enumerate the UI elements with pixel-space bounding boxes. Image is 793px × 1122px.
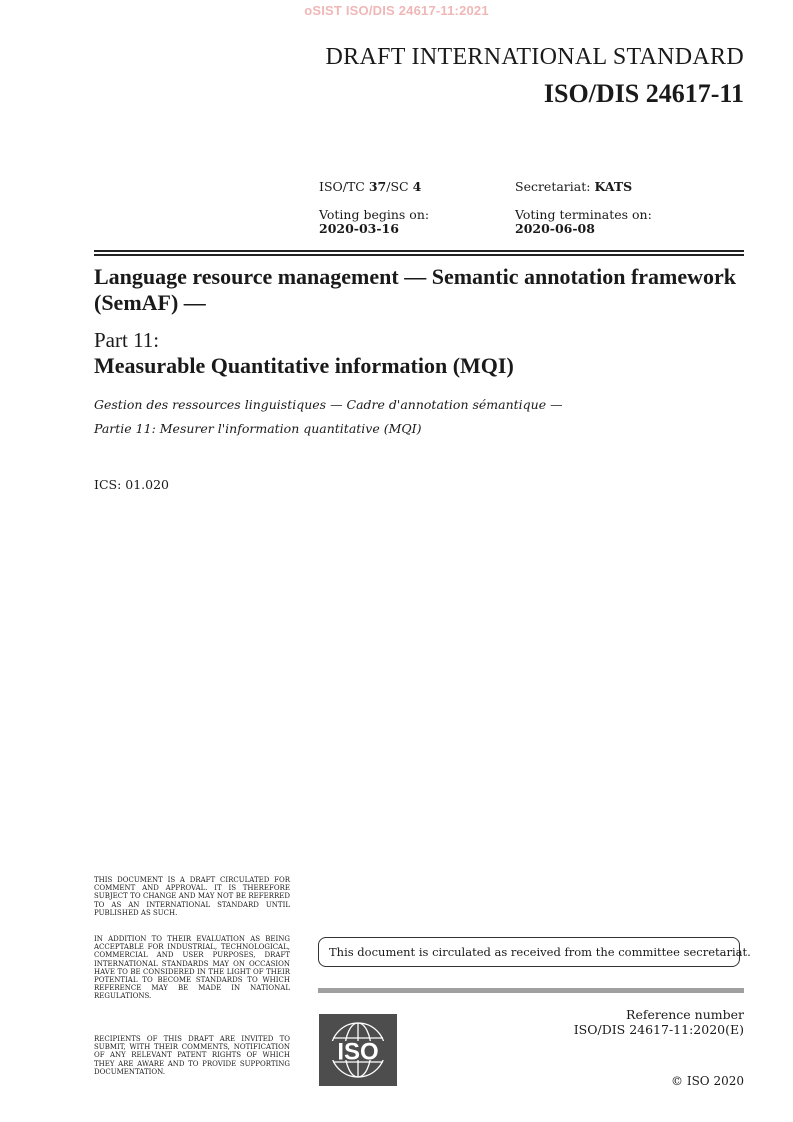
disclaimer-paragraph-1: THIS DOCUMENT IS A DRAFT CIRCULATED FOR COMMENT AND APPROVAL. IT IS THEREFORE SUBJECT TO CHANGE AND MAY NOT BE REFERRED TO AS AN INTERNATIONAL STANDARD UNTIL PUBLISHED AS SUCH. <box>94 876 290 917</box>
committee-prefix: ISO/TC <box>319 179 369 194</box>
part-label: Part 11: <box>94 328 160 352</box>
header-divider <box>94 250 744 256</box>
french-title-line1: Gestion des ressources linguistiques — Cadre d'annotation sémantique — <box>94 397 563 412</box>
sc-number: 4 <box>412 179 422 194</box>
reference-label: Reference number <box>626 1007 744 1022</box>
tc-number: 37 <box>368 179 387 194</box>
circulation-notice: This document is circulated as received from the committee secretariat. <box>318 937 740 967</box>
ics-code: ICS: 01.020 <box>94 477 169 492</box>
main-title: Language resource management — Semantic annotation framework (SemAF) — <box>94 264 737 315</box>
secretariat-value: KATS <box>594 179 633 194</box>
voting-begins-label: Voting begins on: <box>319 207 430 222</box>
sc-prefix: /SC <box>386 179 413 194</box>
document-type-heading: DRAFT INTERNATIONAL STANDARD <box>325 44 744 70</box>
watermark: oSIST ISO/DIS 24617-11:2021 <box>304 3 489 18</box>
reference-number: ISO/DIS 24617-11:2020(E) <box>573 1022 744 1037</box>
iso-logo-text: ISO <box>337 1038 379 1066</box>
secretariat-label: Secretariat: <box>515 179 595 194</box>
french-title-line2: Partie 11: Mesurer l'information quantitative (MQI) <box>94 421 422 436</box>
copyright: © ISO 2020 <box>671 1074 744 1088</box>
part-title: Measurable Quantitative information (MQI) <box>94 353 514 378</box>
voting-ends-date <box>515 221 595 236</box>
document-number: ISO/DIS 24617-11 <box>543 79 744 108</box>
voting-begins-value: 2020-03-16 <box>319 221 399 236</box>
disclaimer-paragraph-2: IN ADDITION TO THEIR EVALUATION AS BEING ACCEPTABLE FOR INDUSTRIAL, TECHNOLOGICAL, COMMERCIAL AND USER PURPOSES, DRAFT INTERNATIONAL STANDARDS MAY ON OCCASION HAVE TO BE CONSIDERED IN THE LIGHT OF THEIR POTENTIAL TO BECOME STANDARDS TO WHICH REFERENCE MAY BE MADE IN NATIONAL REGULATIONS. <box>94 935 290 1001</box>
footer-divider <box>318 988 744 993</box>
iso-logo <box>319 1014 397 1086</box>
voting-ends-value: 2020-06-08 <box>515 221 595 236</box>
voting-begins-date <box>319 221 399 236</box>
secretariat <box>515 179 632 194</box>
committee-reference <box>319 179 421 194</box>
disclaimer-paragraph-3: RECIPIENTS OF THIS DRAFT ARE INVITED TO SUBMIT, WITH THEIR COMMENTS, NOTIFICATION OF ANY RELEVANT PATENT RIGHTS OF WHICH THEY ARE AWARE AND TO PROVIDE SUPPORTING DOCUMENTATION. <box>94 1035 290 1076</box>
voting-ends-label: Voting terminates on: <box>515 207 652 222</box>
